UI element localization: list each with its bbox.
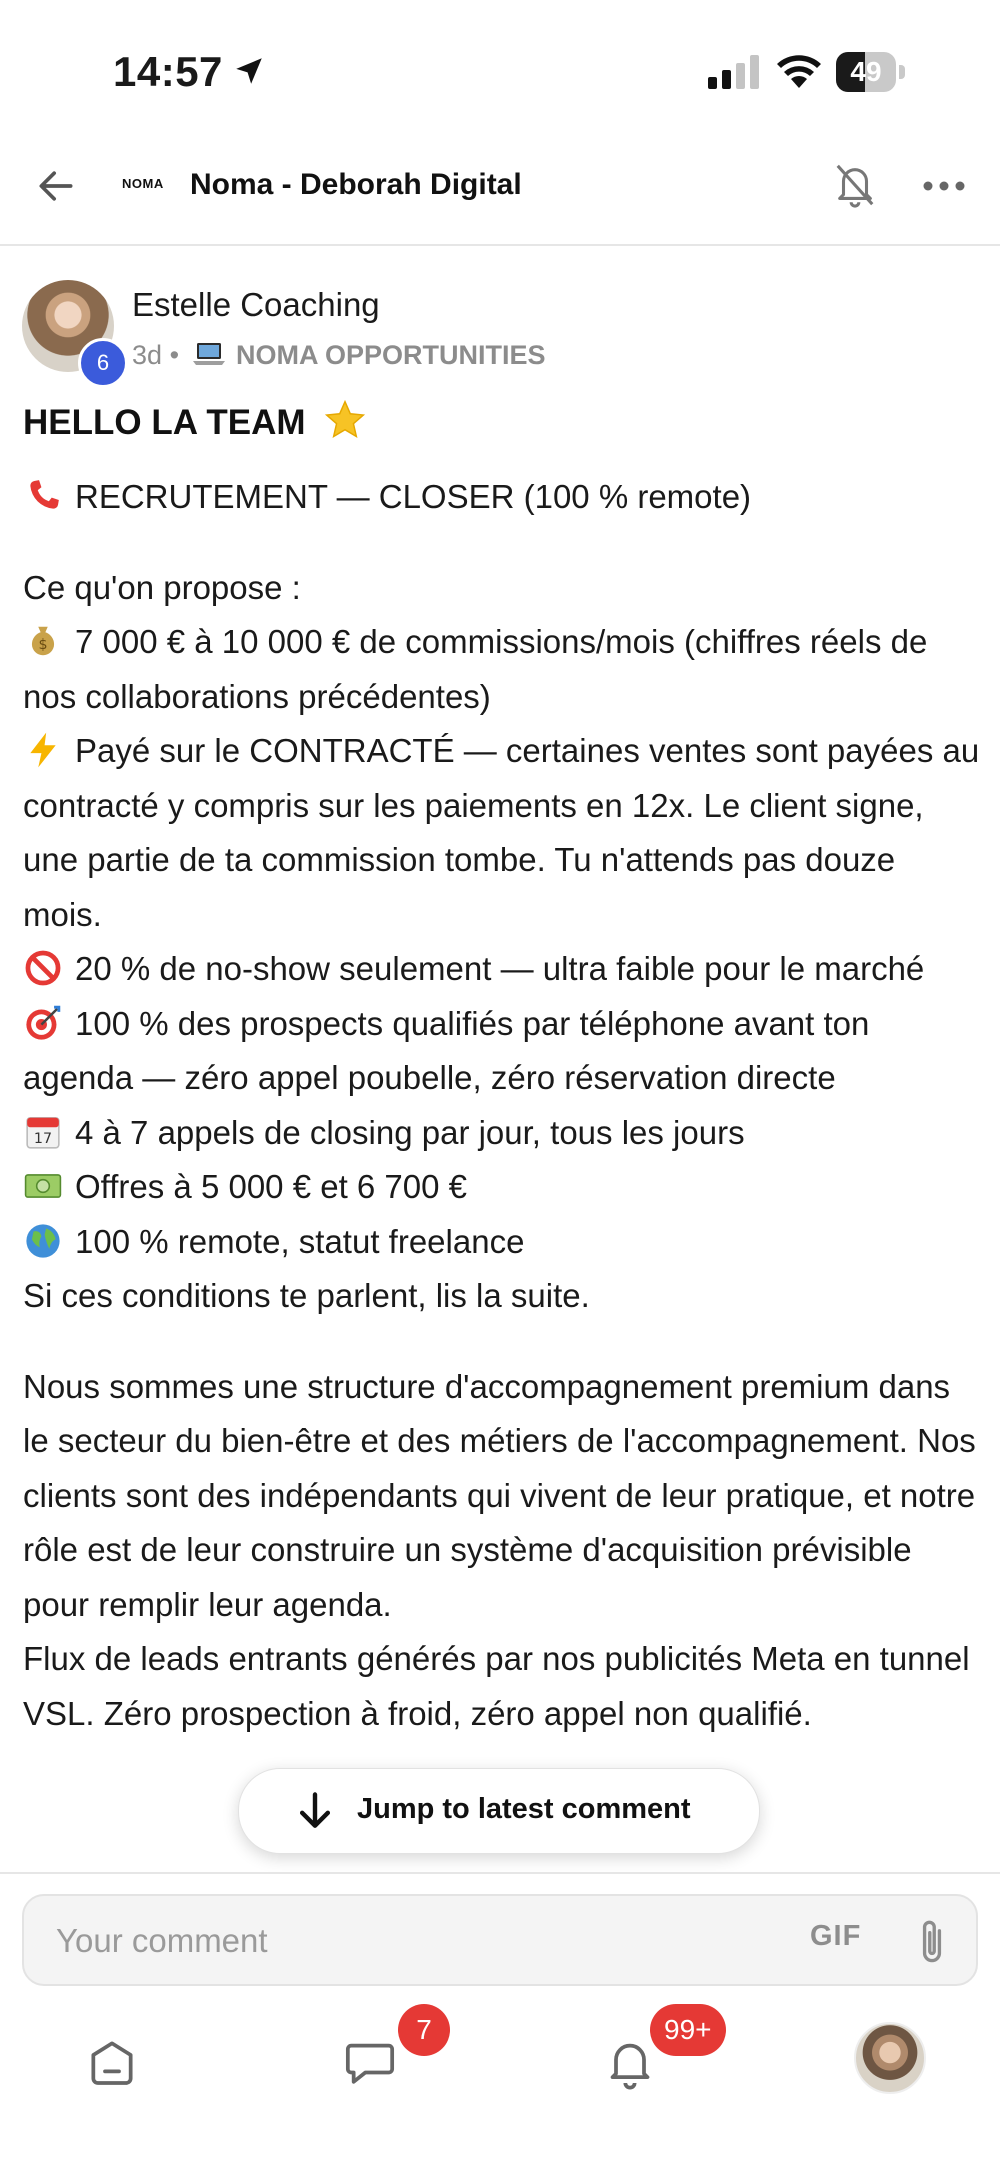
dollar-banknote-emoji-icon <box>23 1167 63 1205</box>
body-line-recruitment: RECRUTEMENT — CLOSER (100 % remote) <box>23 470 980 525</box>
post-category[interactable]: NOMA OPPORTUNITIES <box>236 340 546 370</box>
tab-home[interactable] <box>72 2022 152 2102</box>
svg-text:$: $ <box>38 636 48 653</box>
money-bag-emoji-icon <box>23 622 63 660</box>
status-time: 14:57 <box>113 48 223 95</box>
author-name[interactable]: Estelle Coaching <box>132 286 380 323</box>
bell-icon <box>602 2034 658 2090</box>
body-line-qualified-prospects: 100 % des prospects qualifiés par téléphone avant ton agenda — zéro appel poubelle, zéro réservation directe <box>23 1004 870 1096</box>
body-line-read-more: Si ces conditions te parlent, lis la suite. <box>23 1277 590 1314</box>
body-line-offers: Offres à 5 000 € et 6 700 € <box>23 1160 980 1215</box>
body-line-offer-intro: Ce qu'on propose : <box>23 568 301 606</box>
author-level-badge: 6 <box>78 338 128 388</box>
jump-to-latest-comment-button[interactable] <box>238 1768 760 1854</box>
location-arrow-icon <box>232 54 266 88</box>
jump-to-latest-comment-label: Jump to latest comment <box>357 1793 691 1825</box>
battery-indicator <box>836 52 906 92</box>
prohibited-emoji-icon <box>23 949 63 987</box>
cellular-signal-icon <box>708 55 760 89</box>
lightning-emoji-icon <box>23 731 63 769</box>
profile-avatar[interactable] <box>854 2022 926 2094</box>
top-app-bar <box>0 140 1000 246</box>
body-paragraph-leads: Flux de leads entrants générés par nos publicités Meta en tunnel VSL. Zéro prospection à froid, zéro appel non qualifié. <box>23 1640 970 1732</box>
post-age: 3d <box>132 340 163 370</box>
target-emoji-icon <box>23 1004 63 1042</box>
body-line-no-show: 20 % de no-show seulement — ultra faible pour le marché <box>23 942 980 997</box>
globe-emoji-icon <box>23 1222 63 1260</box>
back-arrow-icon[interactable] <box>34 164 78 208</box>
community-title[interactable]: Noma - Deborah Digital <box>190 168 522 201</box>
post-meta <box>132 340 546 371</box>
community-logo[interactable]: NOMA <box>122 176 164 191</box>
meta-separator: • <box>169 340 180 370</box>
body-line-paid-contracted: Payé sur le CONTRACTÉ — certaines ventes sont payées au contracté y compris sur les paiements en 12x. Le client signe, une partie de ta commission tombe. Tu n'attends pas douze mois. <box>23 732 980 933</box>
status-bar <box>0 0 1000 140</box>
messages-count-badge: 7 <box>398 2004 450 2056</box>
battery-percent: 49 <box>850 56 882 87</box>
comment-input[interactable] <box>54 1912 758 1970</box>
more-options-icon[interactable] <box>922 180 966 192</box>
wifi-icon <box>776 52 822 90</box>
laptop-emoji-icon <box>191 341 227 367</box>
notifications-off-bell-icon[interactable] <box>832 160 878 210</box>
post-title <box>23 398 367 443</box>
arrow-down-icon <box>293 1789 337 1833</box>
star-emoji-icon <box>323 398 367 442</box>
home-icon <box>84 2034 140 2090</box>
body-paragraph-about: Nous sommes une structure d'accompagnement premium dans le secteur du bien-être et des métiers de l'accompagnement. Nos clients sont des indépendants qui vivent de leur pratique, et notre rôle est de leur construire un système d'acquisition prévisible pour remplir leur agenda. <box>23 1367 976 1623</box>
body-line-calls-per-day: 17 4 à 7 appels de closing par jour, tous les jours <box>23 1106 980 1161</box>
telephone-emoji-icon <box>23 477 63 515</box>
comment-input-container <box>22 1894 978 1986</box>
body-line-remote: 100 % remote, statut freelance <box>23 1215 980 1270</box>
body-line-commission: $ 7 000 € à 10 000 € de commissions/mois (chiffres réels de nos collaborations précédentes) <box>23 623 928 715</box>
chat-bubble-icon <box>342 2034 398 2090</box>
post-header <box>0 278 1000 388</box>
gif-button[interactable]: GIF <box>810 1920 862 1952</box>
bottom-tab-bar <box>0 1992 1000 2173</box>
notifications-count-badge: 99+ <box>650 2004 726 2056</box>
paperclip-icon[interactable] <box>912 1916 952 1968</box>
post-body <box>23 470 980 1873</box>
svg-text:17: 17 <box>33 1130 53 1147</box>
comment-composer <box>0 1872 1000 1994</box>
calendar-emoji-icon <box>23 1113 63 1151</box>
post-title-text: HELLO LA TEAM <box>23 403 306 442</box>
